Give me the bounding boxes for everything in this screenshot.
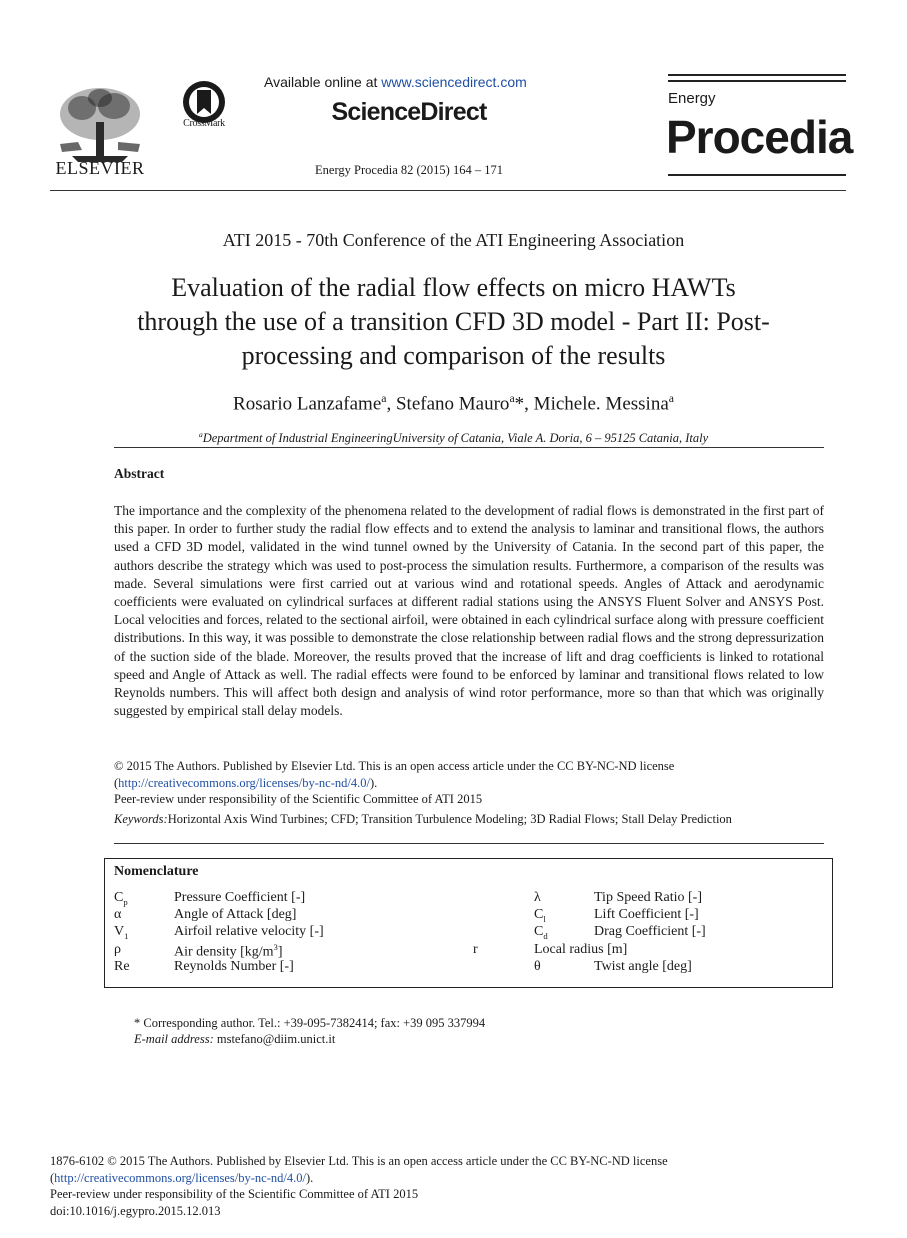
header-divider xyxy=(50,190,846,191)
journal-logo-rule-bottom xyxy=(668,174,846,176)
keywords-label: Keywords: xyxy=(114,812,168,826)
symbol-base: C xyxy=(114,890,124,905)
publisher-wordmark: ELSEVIER xyxy=(55,158,145,178)
nomen-desc: Twist angle [deg] xyxy=(594,959,692,974)
license-link[interactable]: http://creativecommons.org/licenses/by-nc-nd/4.0/ xyxy=(118,775,370,790)
nomen-desc xyxy=(174,942,283,961)
symbol-sub: l xyxy=(543,913,546,924)
crossmark-label: CrossMark xyxy=(183,118,225,129)
title-line: processing and comparison of the results xyxy=(241,341,666,370)
nomen-desc: Tip Speed Ratio [-] xyxy=(594,890,702,905)
author-list xyxy=(0,392,907,415)
conference-name: ATI 2015 - 70th Conference of the ATI Engineering Association xyxy=(222,230,685,250)
email-line xyxy=(134,1032,335,1047)
footer-peer-review: Peer-review under responsibility of the Scientific Committee of ATI 2015 xyxy=(50,1187,419,1201)
nomen-desc: Reynolds Number [-] xyxy=(174,959,294,974)
symbol-sub: 1 xyxy=(124,930,129,941)
desc-end: ] xyxy=(277,944,283,960)
peer-review-line: Peer-review under responsibility of the Scientific Committee of ATI 2015 xyxy=(114,792,483,806)
email-address[interactable]: mstefano@diim.unict.it xyxy=(216,1032,336,1046)
journal-logo-rule-top xyxy=(668,74,846,76)
abstract-top-rule xyxy=(114,447,824,448)
license-block xyxy=(114,758,824,808)
page-footer xyxy=(50,1153,810,1219)
abstract-heading: Abstract xyxy=(114,466,165,481)
author-affil-mark: a xyxy=(668,392,674,405)
abstract-bottom-rule xyxy=(114,843,824,844)
symbol-base: C xyxy=(534,924,544,939)
nomen-symbol: r xyxy=(473,942,478,957)
symbol-base: V xyxy=(114,924,125,939)
license-link-line: (http://creativecommons.org/licenses/by-nc-nd/4.0/). xyxy=(114,775,378,790)
author-sep: *, xyxy=(514,393,534,415)
desc-sup: 3 xyxy=(273,942,278,952)
footer-link-line: (http://creativecommons.org/licenses/by-nc-nd/4.0/). xyxy=(50,1170,314,1185)
sciencedirect-link[interactable]: www.sciencedirect.com xyxy=(381,74,527,90)
keywords-text: Horizontal Axis Wind Turbines; CFD; Transition Turbulence Modeling; 3D Radial Flows; Stall Delay Prediction xyxy=(167,812,732,826)
corresponding-author: * Corresponding author. Tel.: +39-095-7382414; fax: +39 095 337994 xyxy=(134,1016,486,1030)
journal-logo-big: Procedia xyxy=(666,111,853,163)
nomenclature-heading: Nomenclature xyxy=(114,864,199,879)
nomen-symbol: α xyxy=(114,907,122,922)
affil-text: Department of Industrial EngineeringUniversity of Catania, Viale A. Doria, 6 – 95125 Catania, Italy xyxy=(202,431,709,446)
nomen-symbol xyxy=(534,924,548,941)
author-affil-mark: a xyxy=(509,392,515,405)
nomen-desc: Angle of Attack [deg] xyxy=(174,907,297,922)
paper-title xyxy=(90,271,817,373)
author-name: Michele. Messina xyxy=(533,393,669,415)
affiliation xyxy=(0,430,907,446)
keywords xyxy=(114,812,824,827)
nomen-desc: Local radius [m] xyxy=(534,942,628,957)
nomen-desc: Pressure Coefficient [-] xyxy=(174,890,306,905)
nomen-desc: Drag Coefficient [-] xyxy=(594,924,706,939)
nomen-desc: Airfoil relative velocity [-] xyxy=(174,924,324,939)
sciencedirect-logo: ScienceDirect xyxy=(331,98,487,126)
author-name: Rosario Lanzafame xyxy=(233,393,382,415)
license-line: © 2015 The Authors. Published by Elsevier Ltd. This is an open access article under the CC BY-NC-ND license xyxy=(114,759,675,773)
title-line: through the use of a transition CFD 3D model - Part II: Post- xyxy=(137,307,770,336)
email-label: E-mail address: xyxy=(134,1032,214,1046)
footer-license-link[interactable]: http://creativecommons.org/licenses/by-nc-nd/4.0/ xyxy=(54,1170,306,1185)
symbol-sub: d xyxy=(543,930,548,941)
available-prefix: Available online at xyxy=(264,74,382,90)
nomen-symbol xyxy=(534,907,546,924)
symbol-sub: p xyxy=(123,896,128,907)
nomen-symbol: Re xyxy=(114,959,130,974)
title-line: Evaluation of the radial flow effects on micro HAWTs xyxy=(171,273,736,302)
journal-logo-small: Energy xyxy=(668,90,716,107)
desc-text: Air density [kg/m xyxy=(174,944,274,960)
author-sep: , xyxy=(386,393,396,415)
nomen-symbol: ρ xyxy=(114,942,121,957)
journal-logo-rule-mid xyxy=(668,80,846,82)
author-name: Stefano Mauro xyxy=(395,393,510,415)
nomen-desc: Lift Coefficient [-] xyxy=(594,907,699,922)
abstract-body: The importance and the complexity of the phenomena related to the development of radial flows is demonstrated in the first part of this paper. In order to further study the radial flow effects and to extend the analysis to laminar and transitional flows, the authors used a CFD 3D model, validated in the wind tunnel owned by the University of Catania. In the second part of this paper, the authors describe the strategy which was used to post-process the simulation results. Furthermore, a comparison of the results was made. Several simulations were first carried out at various wind and rotational speeds. Angles of Attack and aerodynamic coefficients were evaluated on cylindrical surfaces at different radial stations using the ANSYS Fluent Solver and ANSYS Post. Local velocities and forces, related to the sectional airfoil, were obtained in each cylindrical surface along with pressure coefficient distributions. In this way, it was possible to demonstrate the close relationship between radial flows and the strong depressurization of the suction side of the blade. Moreover, the results proved that the increase of lift and drag coefficients is linked to rotational speed and Angle of Attack as well. The radial effects were found to be enforced by laminar and transitional flows related to low Reynolds numbers. This will affect both design and analysis of wind rotor performance, more so than that which was originally suggested by empirical stall delay models. xyxy=(114,503,824,719)
nomen-symbol xyxy=(114,924,128,941)
nomen-symbol: θ xyxy=(534,959,541,974)
footer-license-line: 1876-6102 © 2015 The Authors. Published by Elsevier Ltd. This is an open access article under the CC BY-NC-ND license xyxy=(50,1154,668,1168)
nomen-symbol xyxy=(114,890,128,907)
journal-reference: Energy Procedia 82 (2015) 164 – 171 xyxy=(315,163,503,177)
footer-doi[interactable]: doi:10.1016/j.egypro.2015.12.013 xyxy=(50,1203,221,1218)
available-online xyxy=(264,74,554,90)
nomen-symbol: λ xyxy=(534,890,541,905)
affil-mark: a xyxy=(198,430,203,439)
author-affil-mark: a xyxy=(381,392,387,405)
symbol-base: C xyxy=(534,907,544,922)
